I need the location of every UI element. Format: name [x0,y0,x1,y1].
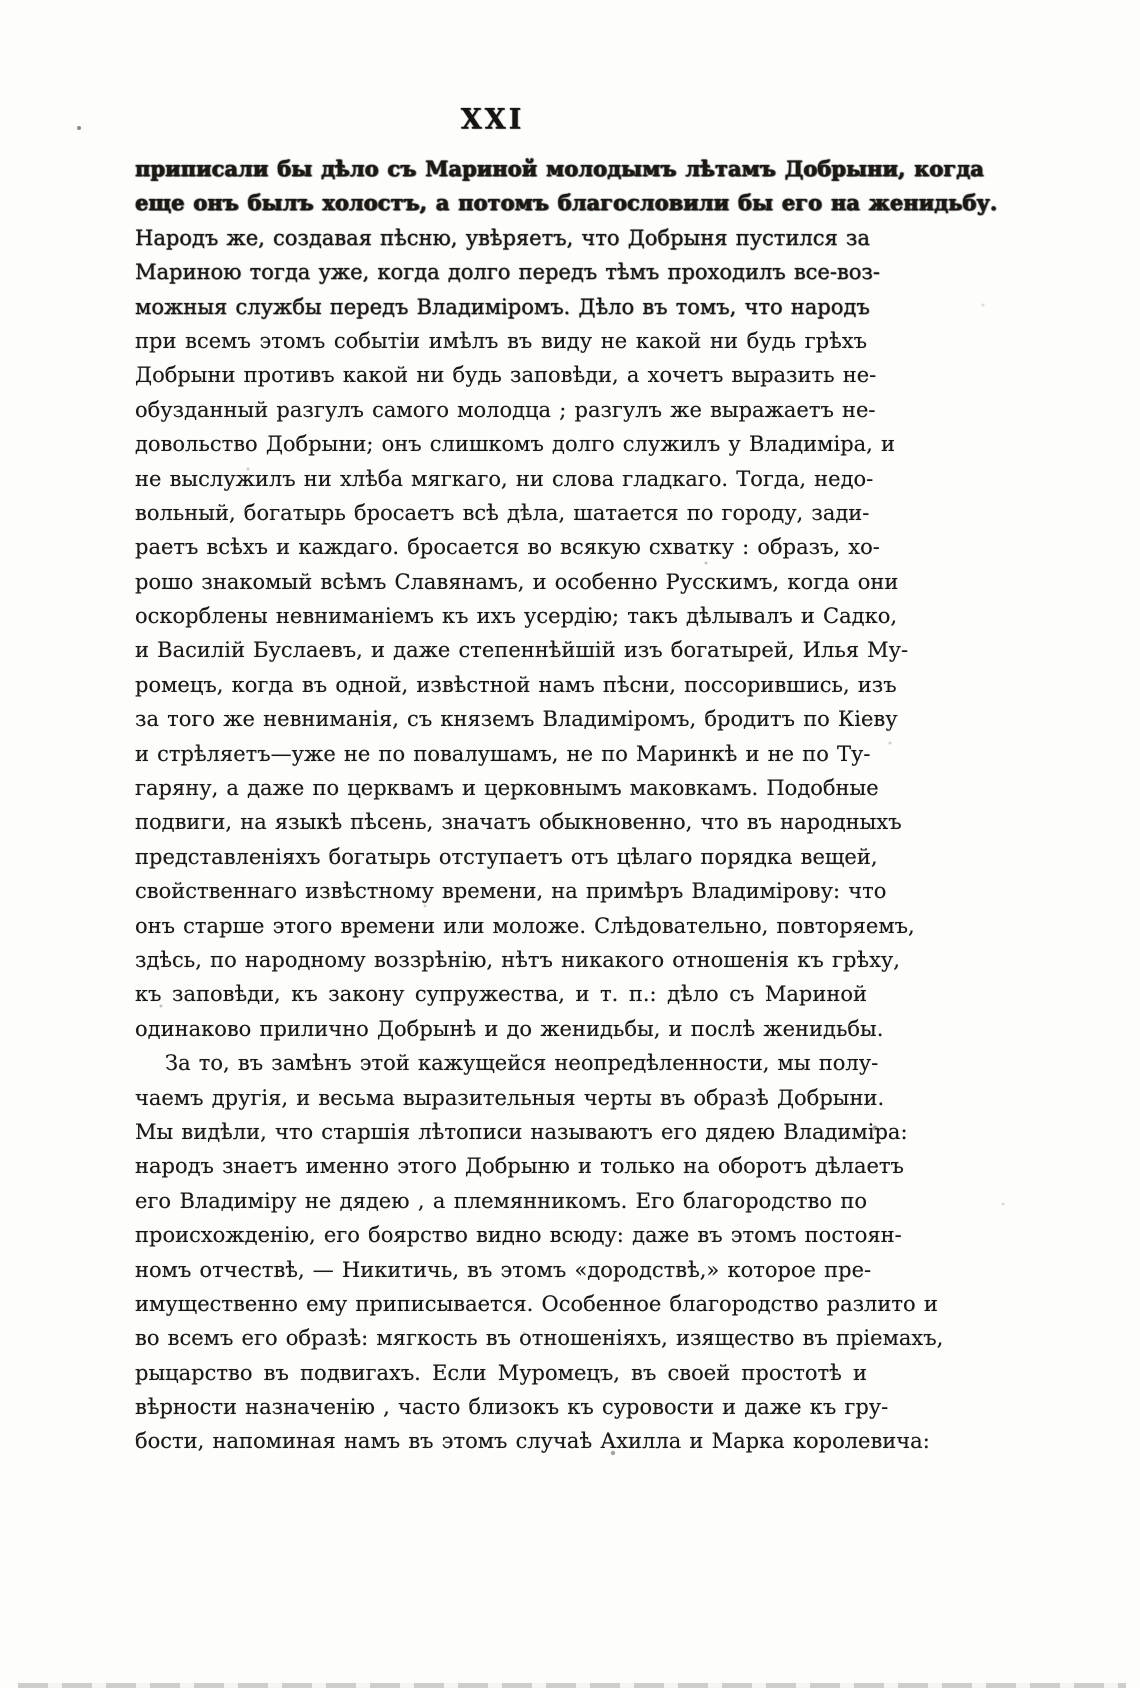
text-line: вѣрности назначенію , часто близокъ къ суровости и даже къ гру- [135,1395,889,1420]
text-line: имущественно ему приписывается. Особенное благородство разлито и [135,1291,938,1316]
text-line: Добрыни противъ какой ни будь заповѣди, а хочетъ выразить не- [135,363,877,388]
text-line: Народъ же, создавая пѣсню, увѣряетъ, что Добрыня пустился за [135,225,870,250]
text-line: приписали бы дѣло съ Мариной молодымъ лѣтамъ Добрыни, когда [135,156,984,181]
text-line: подвиги, на языкѣ пѣсень, значатъ обыкновенно, что въ народныхъ [135,810,902,835]
text-line: во всемъ его образѣ: мягкость въ отношеніяхъ, изящество въ пріемахъ, [135,1326,944,1351]
text-line: вольный, богатырь бросаетъ всѣ дѣла, шатается по городу, зади- [135,500,870,525]
text-line: ромецъ, когда въ одной, извѣстной намъ пѣсни, поссорившись, изъ [135,672,897,697]
text-line: Мариною тогда уже, когда долго передъ тѣмъ проходилъ все-воз- [135,260,880,285]
text-line: рыцарство въ подвигахъ. Если Муромецъ, въ своей простотѣ и [135,1360,867,1385]
text-line: происхожденію, его боярство видно всюду: даже въ этомъ постоян- [135,1223,902,1248]
text-line: За то, въ замѣнъ этой кажущейся неопредѣленности, мы полу- [165,1051,879,1076]
text-line: и Василій Буслаевъ, и даже степеннѣйшій изъ богатырей, Илья Му- [135,638,909,663]
text-line: не выслужилъ ни хлѣба мягкаго, ни слова гладкаго. Тогда, недо- [135,466,874,491]
text-line: гаряну, а даже по церквамъ и церковнымъ маковкамъ. Подобные [135,776,879,801]
text-line: можныя службы передъ Владиміромъ. Дѣло въ томъ, что народъ [135,294,870,319]
text-line: и стрѣляетъ—уже не по повалушамъ, не по Маринкѣ и не по Ту- [135,741,871,766]
text-block [135,152,998,1459]
text-line: еще онъ былъ холостъ, а потомъ благословили бы его на женидьбу. [135,190,998,216]
text-line: одинаково прилично Добрынѣ и до женидьбы, и послѣ женидьбы. [135,1016,884,1041]
text-line: чаемъ другія, и весьма выразительныя черты въ образѣ Добрыни. [135,1085,885,1110]
text-line: представленіяхъ богатырь отступаетъ отъ цѣлаго порядка вещей, [135,844,878,869]
text-line: свойственнаго извѣстному времени, на примѣръ Владимірову: что [135,879,887,904]
text-line: къ заповѣди, къ закону супружества, и т. п.: дѣло съ Мариной [135,982,867,1007]
text-line: номъ отчествѣ, — Никитичь, въ этомъ «дородствѣ,» которое пре- [135,1257,872,1282]
text-line: его Владиміру не дядею , а племянникомъ. Его благородство по [135,1188,867,1213]
text-line: здѣсь, по народному воззрѣнію, нѣтъ никакого отношенія къ грѣху, [135,947,900,972]
text-line: довольство Добрыни; онъ слишкомъ долго служилъ у Владиміра, и [135,432,896,457]
scan-noise-specks [0,0,2,2]
text-line: Мы видѣли, что старшія лѣтописи называютъ его дядею Владиміра: [135,1119,908,1144]
page-number-header: XXI [460,103,525,136]
text-line: бости, напоминая намъ въ этомъ случаѣ Ахилла и Марка королевича: [135,1429,930,1454]
text-line: при всемъ этомъ событіи имѣлъ въ виду не какой ни будь грѣхъ [135,328,867,353]
text-line: рошо знакомый всѣмъ Славянамъ, и особенно Русскимъ, когда они [135,569,899,594]
scan-bottom-edge [18,1683,1126,1688]
text-line: за того же невниманія, съ княземъ Владиміромъ, бродитъ по Кіеву [135,707,898,732]
text-line: оскорблены невниманіемъ къ ихъ усердію; такъ дѣлывалъ и Садко, [135,604,898,629]
text-line: онъ старше этого времени или моложе. Слѣдовательно, повторяемъ, [135,913,915,938]
text-line: обузданный разгулъ самого молодца ; разгулъ же выражаетъ не- [135,397,876,422]
text-line: раетъ всѣхъ и каждаго. бросается во всякую схватку : образъ, хо- [135,535,880,560]
text-line: народъ знаетъ именно этого Добрыню и только на оборотъ дѣлаетъ [135,1154,904,1179]
